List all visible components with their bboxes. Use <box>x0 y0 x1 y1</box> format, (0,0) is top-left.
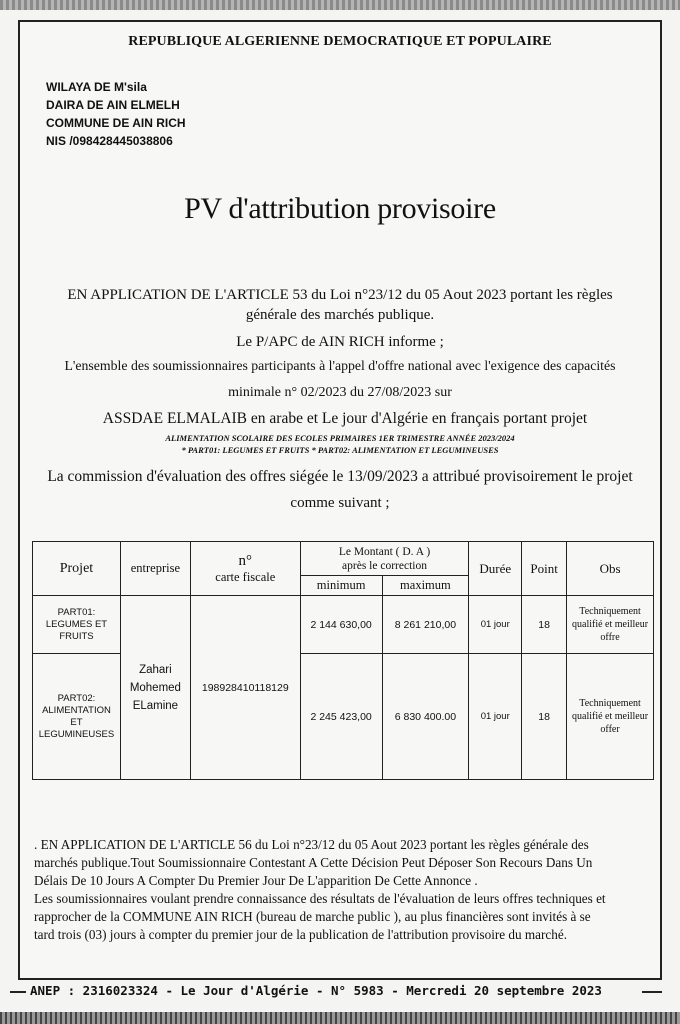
row1-obs: Techniquement qualifié et meilleur offre <box>567 596 654 654</box>
row2-duree: 01 jour <box>469 654 522 780</box>
row1-point: 18 <box>522 596 567 654</box>
anep-reference: ANEP : 2316023324 - Le Jour d'Algérie - N° 5983 - Mercredi 20 septembre 2023 <box>30 983 602 998</box>
col-header-point: Point <box>522 542 567 596</box>
col-header-obs: Obs <box>567 542 654 596</box>
col-header-minimum: minimum <box>300 576 382 596</box>
col-header-duree: Durée <box>469 542 522 596</box>
bottom-scan-band <box>0 1012 680 1024</box>
project-title-line: ALIMENTATION SCOLAIRE DES ECOLES PRIMAIRES 1ER TRIMESTRE ANNÉE 2023/2024 <box>165 433 515 443</box>
montant-label: Le Montant ( D. A ) <box>338 545 431 558</box>
row2-obs: Techniquement qualifié et meilleur offer <box>567 654 654 780</box>
col-header-maximum: maximum <box>382 576 469 596</box>
row1-duree: 01 jour <box>469 596 522 654</box>
table-row <box>33 596 654 654</box>
intro-article-line2: générale des marchés publique. <box>245 307 435 323</box>
footer-line-5: rapprocher de la COMMUNE AIN RICH (bureau de marche public ), au plus financières sont invités à se <box>34 909 591 924</box>
commission-line2: comme suivant ; <box>290 495 390 511</box>
intro-apc-line: Le P/APC de AIN RICH informe ; <box>236 334 444 350</box>
intro-offer-line2: minimale n° 02/2023 du 27/08/2023 sur <box>228 385 452 400</box>
carte-num-label: n° <box>238 552 253 569</box>
row2-maximum: 6 830 400.00 <box>382 654 469 780</box>
administration-block <box>46 78 186 150</box>
commission-line1: La commission d'évaluation des offres siégée le 13/09/2023 a attribué provisoirement le projet <box>47 468 633 485</box>
intro-offer-line1: L'ensemble des soumissionnaires participants à l'appel d'offre national avec l'exigence des capacités <box>64 358 616 373</box>
carte-fiscale-label: carte fiscale <box>215 569 276 584</box>
row2-projet: PART02: ALIMENTATION ET LEGUMINEUSES <box>33 654 121 780</box>
montant-sub-label: après le correction <box>342 559 427 572</box>
col-header-montant <box>300 542 469 576</box>
row1-projet: PART01: LEGUMES ET FRUITS <box>33 596 121 654</box>
row1-minimum: 2 144 630,00 <box>300 596 382 654</box>
col-header-projet: Projet <box>33 542 121 596</box>
footer-line-1: . EN APPLICATION DE L'ARTICLE 56 du Loi n°23/12 du 05 Aout 2023 portant les règles générale des <box>34 837 589 852</box>
results-table <box>32 541 654 780</box>
row2-point: 18 <box>522 654 567 780</box>
project-parts-line: * PART01: LEGUMES ET FRUITS * PART02: ALIMENTATION ET LEGUMINEUSES <box>181 445 499 455</box>
nis-line: NIS /098428445038806 <box>46 134 173 148</box>
page-title: PV d'attribution provisoire <box>184 192 496 225</box>
anep-footer <box>0 980 680 1004</box>
footer-notice <box>34 836 644 944</box>
footer-line-3: Délais De 10 Jours A Compter Du Premier Jour De L'apparition De Cette Annonce . <box>34 873 478 888</box>
republic-heading: REPUBLIQUE ALGERIENNE DEMOCRATIQUE ET POPULAIRE <box>128 34 552 49</box>
row2-minimum: 2 245 423,00 <box>300 654 382 780</box>
footer-line-2: marchés publique.Tout Soumissionnaire Contestant A Cette Décision Peut Déposer Son Recours Dans Un <box>34 855 593 870</box>
anep-rule-right <box>642 991 662 993</box>
col-header-carte-fiscale <box>190 542 300 596</box>
footer-line-6: tard trois (03) jours à compter du premier jour de la publication de l'attribution provisoire du marché. <box>34 927 568 942</box>
carte-fiscale-cell: 198928410118129 <box>190 596 300 780</box>
footer-line-4: Les soumissionnaires voulant prendre connaissance des résultats de l'évaluation de leurs offres techniques et <box>34 891 606 906</box>
entreprise-cell: Zahari Mohemed ELamine <box>120 596 190 780</box>
col-header-entreprise: entreprise <box>120 542 190 596</box>
intro-newspapers-line: ASSDAE ELMALAIB en arabe et Le jour d'Algérie en français portant projet <box>102 410 588 427</box>
wilaya-line: WILAYA DE M'sila <box>46 80 147 94</box>
intro-article-line1: EN APPLICATION DE L'ARTICLE 53 du Loi n°23/12 du 05 Aout 2023 portant les règles <box>67 287 613 303</box>
commune-line: COMMUNE DE AIN RICH <box>46 116 186 130</box>
row1-maximum: 8 261 210,00 <box>382 596 469 654</box>
anep-rule-left <box>10 991 26 993</box>
top-scan-band <box>0 0 680 10</box>
daira-line: DAIRA DE AIN ELMELH <box>46 98 180 112</box>
